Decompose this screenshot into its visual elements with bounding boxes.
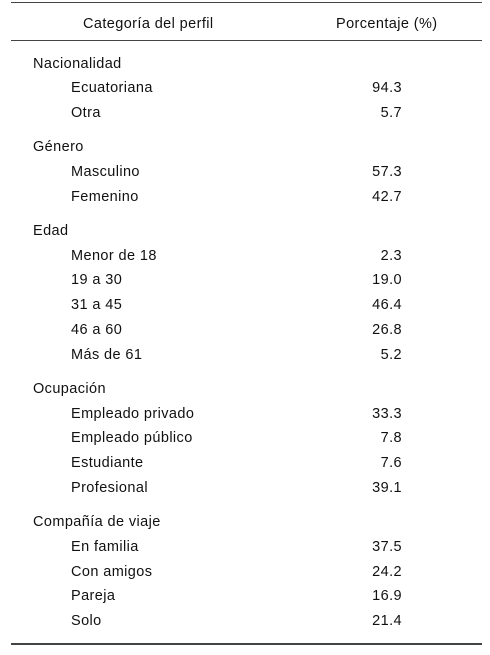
row-value: 37.5: [372, 539, 402, 555]
header-category: Categoría del perfil: [83, 16, 214, 32]
table-row: [11, 163, 482, 181]
row-value: 57.3: [372, 164, 402, 180]
header-percent: Porcentaje (%): [336, 16, 438, 32]
row-value: 46.4: [372, 297, 402, 313]
table-row: [11, 271, 482, 289]
row-label: Con amigos: [71, 564, 153, 580]
group-label-ocupacion: Ocupación: [33, 381, 106, 397]
table-row: [11, 405, 482, 423]
row-label: Empleado privado: [71, 406, 195, 422]
row-value: 19.0: [372, 272, 402, 288]
top-rule: [11, 2, 482, 3]
row-value: 42.7: [372, 189, 402, 205]
table-row: [11, 296, 482, 314]
group-label-compania-de-viaje: Compañía de viaje: [33, 514, 161, 530]
row-value: 2.3: [380, 248, 402, 264]
table-row: [11, 346, 482, 364]
row-label: Menor de 18: [71, 248, 157, 264]
row-label: Empleado público: [71, 430, 193, 446]
row-value: 7.8: [380, 430, 402, 446]
row-value: 39.1: [372, 480, 402, 496]
row-label: 19 a 30: [71, 272, 123, 288]
row-value: 5.2: [380, 347, 402, 363]
table-row: [11, 104, 482, 122]
row-label: Ecuatoriana: [71, 80, 153, 96]
table-row: [11, 188, 482, 206]
table-row: [11, 247, 482, 265]
header-rule: [11, 40, 482, 41]
row-value: 33.3: [372, 406, 402, 422]
row-value: 5.7: [380, 105, 402, 121]
row-value: 16.9: [372, 588, 402, 604]
row-value: 24.2: [372, 564, 402, 580]
row-label: 46 a 60: [71, 322, 123, 338]
bottom-rule: [11, 643, 482, 645]
row-label: Femenino: [71, 189, 139, 205]
row-label: En familia: [71, 539, 139, 555]
group-label-nacionalidad: Nacionalidad: [33, 56, 122, 72]
table-row: [11, 538, 482, 556]
table-row: [11, 587, 482, 605]
table-row: [11, 79, 482, 97]
row-label: Solo: [71, 613, 102, 629]
table-row: [11, 563, 482, 581]
row-value: 7.6: [380, 455, 402, 471]
table-row: [11, 479, 482, 497]
table-row: [11, 454, 482, 472]
row-label: Más de 61: [71, 347, 143, 363]
row-value: 21.4: [372, 613, 402, 629]
row-label: Profesional: [71, 480, 148, 496]
row-value: 26.8: [372, 322, 402, 338]
row-value: 94.3: [372, 80, 402, 96]
group-label-edad: Edad: [33, 223, 69, 239]
row-label: 31 a 45: [71, 297, 123, 313]
row-label: Estudiante: [71, 455, 144, 471]
group-label-genero: Género: [33, 139, 84, 155]
row-label: Pareja: [71, 588, 116, 604]
row-label: Otra: [71, 105, 101, 121]
table-row: [11, 321, 482, 339]
row-label: Masculino: [71, 164, 140, 180]
table-row: [11, 612, 482, 630]
table-row: [11, 429, 482, 447]
